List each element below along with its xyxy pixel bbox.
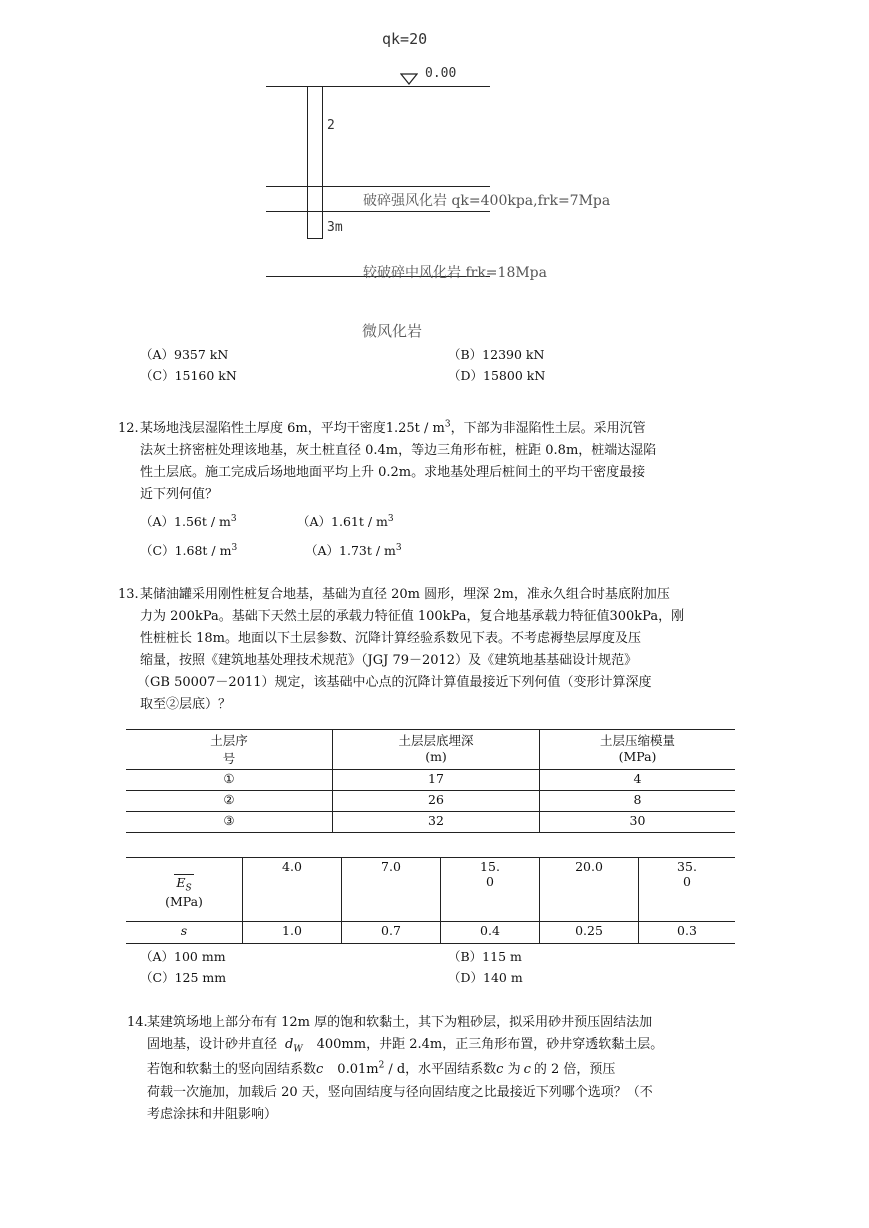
q13-line2: 力为 200kPa。基础下天然土层的承载力特征值 100kPa，复合地基承载力特征值300kPa，刚 xyxy=(140,609,685,624)
q13-option-c: （C）125 mm xyxy=(140,970,227,985)
q11-option-b: （B）12390 kN xyxy=(448,347,545,362)
pile-bottom xyxy=(307,238,323,239)
layer1-label: 破碎强风化岩 qk=400kpa,frk=7Mpa xyxy=(363,193,611,209)
q12-option-d: $(A)1.73t / m^3$ xyxy=(305,542,402,558)
q13-line3: 性桩桩长 18m。地面以下土层参数、沉降计算经验系数见下表。不考虑褥垫层厚度及压 xyxy=(140,631,642,646)
settlement-coefficient-table xyxy=(126,857,735,944)
cell: 32 xyxy=(333,812,540,833)
q12-option-a: $(A)1.56t / m^3$ xyxy=(140,513,237,529)
q11-option-a: （A）9357 kN xyxy=(140,347,229,362)
q12-number: 12. xyxy=(118,421,139,436)
q13-line6: 取至②层底）？ xyxy=(140,697,232,712)
cell: 17 xyxy=(333,770,540,791)
es-label xyxy=(126,858,243,922)
q13-option-b: （B）115 m xyxy=(448,949,522,964)
pile-length-label: 2 xyxy=(327,118,335,133)
cell: 0.3 xyxy=(639,922,736,944)
q13-line5: （GB 50007－2011）规定，该基础中心点的沉降计算值最接近下列何值（变形计算深度 xyxy=(137,675,652,690)
table-row xyxy=(126,770,735,791)
pile-right-edge xyxy=(322,86,323,238)
soil-layer-table xyxy=(126,729,735,833)
q13-line4: 缩量，按照《建筑地基处理技术规范》（JGJ 79－2012）及《建筑地基基础设计规范》 xyxy=(140,653,638,668)
q12-line1: 某场地浅层湿陷性土厚度 6m，平均干密度$1.25t / m^3$，下部为非湿陷性土层。采用沉管 xyxy=(140,419,646,436)
q13-option-d: （D）140 m xyxy=(448,970,523,985)
cell: ③ xyxy=(126,812,333,833)
q12-line4: 近下列何值？ xyxy=(140,487,219,502)
es-unit: (MPa) xyxy=(165,893,203,909)
cell: 0.4 xyxy=(441,922,540,944)
q13-number: 13. xyxy=(118,587,139,602)
ground-level-label: 0.00 xyxy=(425,66,457,81)
table-header-row xyxy=(126,730,735,770)
cell: 1.0 xyxy=(243,922,342,944)
table-row xyxy=(126,812,735,833)
header-depth: 土层层底埋深 (m) xyxy=(333,730,540,770)
pile-left-edge xyxy=(307,86,308,238)
q14-line2: 固地基，设计砂井直径 $d_W$ 400mm，井距 2.4m，正三角形布置，砂井穿透软黏土层。 xyxy=(147,1037,664,1055)
cell: 4 xyxy=(540,770,736,791)
q14-line3: 若饱和软黏土的竖向固结系数c $0.01m^2$ / d，水平固结系数c 为 c 的 2 倍，预压 xyxy=(147,1060,616,1077)
cell: 7.0 xyxy=(342,858,441,922)
cell: 26 xyxy=(333,791,540,812)
cell: 0.7 xyxy=(342,922,441,944)
header-modulus: 土层压缩模量 (MPa) xyxy=(540,730,736,770)
cell: 15. 0 xyxy=(441,858,540,922)
psi-label: s xyxy=(126,922,243,944)
cell: 35. 0 xyxy=(639,858,736,922)
ground-line xyxy=(266,86,490,87)
layer2-label: 较破碎中风化岩 frk=18Mpa xyxy=(363,265,547,281)
top-load-label: qk=20 xyxy=(382,30,428,48)
q11-option-c: （C）15160 kN xyxy=(140,368,237,383)
q14-number: 14. xyxy=(127,1015,148,1030)
cell: ② xyxy=(126,791,333,812)
q14-line4: 荷载一次施加，加载后 20 天，竖向固结度与径向固结度之比最接近下列哪个选项？（不 xyxy=(147,1085,653,1100)
q13-option-a: （A）100 mm xyxy=(140,949,226,964)
cell: 20.0 xyxy=(540,858,639,922)
table-row xyxy=(126,791,735,812)
layer2-top-line xyxy=(266,211,490,212)
q14-line5: 考虑涂抹和井阻影响） xyxy=(147,1107,278,1122)
cell: 8 xyxy=(540,791,736,812)
socket-length-label: 3m xyxy=(327,220,343,235)
cell: 30 xyxy=(540,812,736,833)
table-row-psi xyxy=(126,922,735,944)
layer3-label: 微风化岩 xyxy=(362,322,423,340)
table-row-es xyxy=(126,858,735,922)
cell: ① xyxy=(126,770,333,791)
q13-line1: 某储油罐采用刚性桩复合地基，基础为直径 20m 圆形，埋深 2m，准永久组合时基底附加压 xyxy=(140,587,670,602)
header-layer-no: 土层序 号 xyxy=(126,730,333,770)
q12-line2: 法灰土挤密桩处理该地基，灰土桩直径 0.4m，等边三角形布桩，桩距 0.8m，桩端达湿陷 xyxy=(140,443,657,458)
q11-option-d: （D）15800 kN xyxy=(448,368,546,383)
q12-option-b: $(A)1.61t / m^3$ xyxy=(297,513,394,529)
es-symbol: $E_S$ xyxy=(176,875,192,894)
cell: 0.25 xyxy=(540,922,639,944)
layer1-top-line xyxy=(266,186,490,187)
q12-option-c: $(C)1.68t / m^3$ xyxy=(140,542,238,558)
ground-level-icon xyxy=(400,73,418,85)
cell: 4.0 xyxy=(243,858,342,922)
q12-line3: 性土层底。施工完成后场地地面平均上升 0.2m。求地基处理后桩间土的平均干密度最接 xyxy=(140,465,646,480)
q14-line1: 某建筑场地上部分布有 12m 厚的饱和软黏土，其下为粗砂层，拟采用砂井预压固结法加 xyxy=(147,1015,653,1030)
